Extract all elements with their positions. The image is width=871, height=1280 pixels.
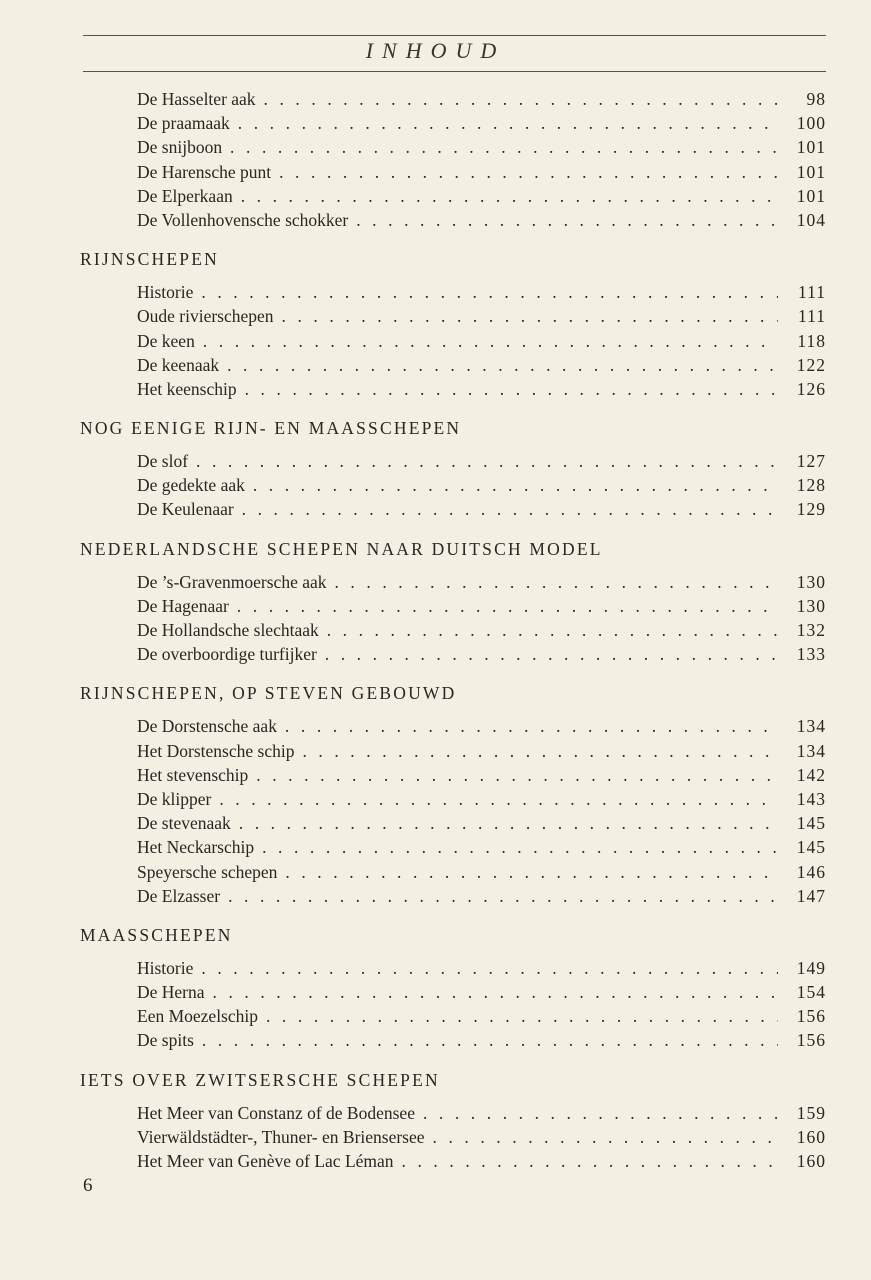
toc-entry-page: 159 bbox=[778, 1101, 826, 1125]
toc-entry-page: 146 bbox=[778, 860, 826, 884]
toc-entry-title: Oude rivierschepen . . . bbox=[137, 304, 826, 328]
toc-entry-page: 132 bbox=[778, 618, 826, 642]
toc-entry-title: De keenaak . . . bbox=[137, 353, 826, 377]
toc-entry bbox=[0, 87, 871, 111]
page-number: 6 bbox=[83, 1175, 93, 1196]
toc-entry bbox=[0, 1004, 871, 1028]
toc-entry bbox=[0, 497, 871, 521]
toc-entry-page: 134 bbox=[778, 739, 826, 763]
toc-entry bbox=[0, 835, 871, 859]
toc-entry-title: De Elperkaan . . . bbox=[137, 184, 826, 208]
toc-entry-page: 118 bbox=[778, 329, 826, 353]
toc-entry-title: Het Neckarschip . . . bbox=[137, 835, 826, 859]
toc-entry-page: 145 bbox=[778, 811, 826, 835]
toc-entry bbox=[0, 184, 871, 208]
toc-entry-page: 130 bbox=[778, 594, 826, 618]
toc-entry bbox=[0, 304, 871, 328]
toc-entry-page: 127 bbox=[778, 449, 826, 473]
toc-entry-page: 156 bbox=[778, 1028, 826, 1052]
toc-entry-page: 143 bbox=[778, 787, 826, 811]
toc-entry-title: De gedekte aak . . . bbox=[137, 473, 826, 497]
toc-entry-page: 104 bbox=[778, 208, 826, 232]
toc-entry-title: De Dorstensche aak . . . bbox=[137, 714, 826, 738]
toc-entry bbox=[0, 1125, 871, 1149]
toc-entry-title: De Herna . . . bbox=[137, 980, 826, 1004]
toc-entry-page: 147 bbox=[778, 884, 826, 908]
toc-entry bbox=[0, 111, 871, 135]
toc-entry-title: Het Meer van Genève of Lac Léman . . . bbox=[137, 1149, 826, 1173]
toc-entry-title: De snijboon . . . bbox=[137, 135, 826, 159]
table-of-contents bbox=[0, 87, 871, 1173]
toc-entry bbox=[0, 473, 871, 497]
toc-entry-page: 145 bbox=[778, 835, 826, 859]
toc-entry-title: De Hollandsche slechtaak . . . bbox=[137, 618, 826, 642]
toc-section-heading: MAASSCHEPEN bbox=[80, 924, 233, 945]
toc-entry bbox=[0, 763, 871, 787]
toc-entry-page: 154 bbox=[778, 980, 826, 1004]
toc-entry-title: Speyersche schepen . . . bbox=[137, 860, 826, 884]
toc-entry-title: Historie . . . bbox=[137, 280, 826, 304]
toc-section-heading: RIJNSCHEPEN bbox=[80, 249, 219, 270]
toc-entry bbox=[0, 135, 871, 159]
toc-entry-title: Het Meer van Constanz of de Bodensee . . . bbox=[137, 1101, 826, 1125]
toc-entry-page: 134 bbox=[778, 714, 826, 738]
toc-entry-title: De Hagenaar . . . bbox=[137, 594, 826, 618]
toc-entry bbox=[0, 377, 871, 401]
toc-entry bbox=[0, 1028, 871, 1052]
toc-entry-title: De klipper . . . bbox=[137, 787, 826, 811]
toc-entry bbox=[0, 787, 871, 811]
toc-section-heading: NOG EENIGE RIJN- EN MAASSCHEPEN bbox=[80, 418, 462, 439]
toc-entry-title: Het keenschip . . . bbox=[137, 377, 826, 401]
toc-entry bbox=[0, 739, 871, 763]
toc-entry bbox=[0, 884, 871, 908]
toc-entry-page: 142 bbox=[778, 763, 826, 787]
toc-entry bbox=[0, 980, 871, 1004]
toc-entry-page: 129 bbox=[778, 497, 826, 521]
toc-entry-title: De keen . . . bbox=[137, 329, 826, 353]
toc-entry bbox=[0, 1101, 871, 1125]
toc-entry bbox=[0, 811, 871, 835]
toc-entry-title: De Keulenaar . . . bbox=[137, 497, 826, 521]
toc-entry-page: 133 bbox=[778, 642, 826, 666]
toc-entry bbox=[0, 860, 871, 884]
toc-entry-page: 101 bbox=[778, 160, 826, 184]
toc-entry-title: De praamaak . . . bbox=[137, 111, 826, 135]
toc-entry bbox=[0, 353, 871, 377]
toc-entry-page: 122 bbox=[778, 353, 826, 377]
running-head: INHOUD bbox=[365, 38, 506, 63]
toc-entry-page: 128 bbox=[778, 473, 826, 497]
toc-entry-title: Historie . . . bbox=[137, 956, 826, 980]
toc-entry-title: Vierwäldstädter-, Thuner- en Briensersee . . . bbox=[137, 1125, 826, 1149]
toc-entry bbox=[0, 642, 871, 666]
toc-entry bbox=[0, 714, 871, 738]
toc-entry-title: Een Moezelschip . . . bbox=[137, 1004, 826, 1028]
toc-entry bbox=[0, 956, 871, 980]
toc-section-heading: RIJNSCHEPEN, OP STEVEN GEBOUWD bbox=[80, 683, 457, 704]
toc-entry-page: 101 bbox=[778, 184, 826, 208]
toc-entry-page: 98 bbox=[778, 87, 826, 111]
toc-entry-page: 100 bbox=[778, 111, 826, 135]
toc-entry bbox=[0, 570, 871, 594]
toc-entry-title: De slof . . . bbox=[137, 449, 826, 473]
toc-entry-title: De Elzasser . . . bbox=[137, 884, 826, 908]
toc-entry-title: De stevenaak . . . bbox=[137, 811, 826, 835]
toc-entry bbox=[0, 618, 871, 642]
toc-entry bbox=[0, 1149, 871, 1173]
toc-entry-page: 156 bbox=[778, 1004, 826, 1028]
toc-entry-title: De Harensche punt . . . bbox=[137, 160, 826, 184]
toc-entry-title: De ’s-Gravenmoersche aak . . . bbox=[137, 570, 826, 594]
toc-entry-title: De Vollenhovensche schokker . . . bbox=[137, 208, 826, 232]
toc-entry-page: 126 bbox=[778, 377, 826, 401]
header-rule-bottom bbox=[83, 71, 826, 72]
toc-entry-title: De spits . . . bbox=[137, 1028, 826, 1052]
toc-section-heading: NEDERLANDSCHE SCHEPEN NAAR DUITSCH MODEL bbox=[80, 538, 603, 559]
toc-section-heading: IETS OVER ZWITSERSCHE SCHEPEN bbox=[80, 1069, 440, 1090]
toc-entry bbox=[0, 208, 871, 232]
toc-entry bbox=[0, 594, 871, 618]
toc-entry-page: 149 bbox=[778, 956, 826, 980]
toc-entry bbox=[0, 329, 871, 353]
toc-entry-page: 101 bbox=[778, 135, 826, 159]
toc-entry-page: 111 bbox=[778, 280, 826, 304]
toc-entry bbox=[0, 160, 871, 184]
toc-entry bbox=[0, 449, 871, 473]
toc-entry-page: 111 bbox=[778, 304, 826, 328]
toc-entry bbox=[0, 280, 871, 304]
toc-entry-title: De Hasselter aak . . . bbox=[137, 87, 826, 111]
toc-entry-page: 160 bbox=[778, 1149, 826, 1173]
header-rule-top bbox=[83, 35, 826, 36]
toc-entry-title: Het stevenschip . . . bbox=[137, 763, 826, 787]
toc-entry-page: 130 bbox=[778, 570, 826, 594]
toc-entry-page: 160 bbox=[778, 1125, 826, 1149]
toc-entry-title: De overboordige turfijker . . . bbox=[137, 642, 826, 666]
toc-entry-title: Het Dorstensche schip . . . bbox=[137, 739, 826, 763]
